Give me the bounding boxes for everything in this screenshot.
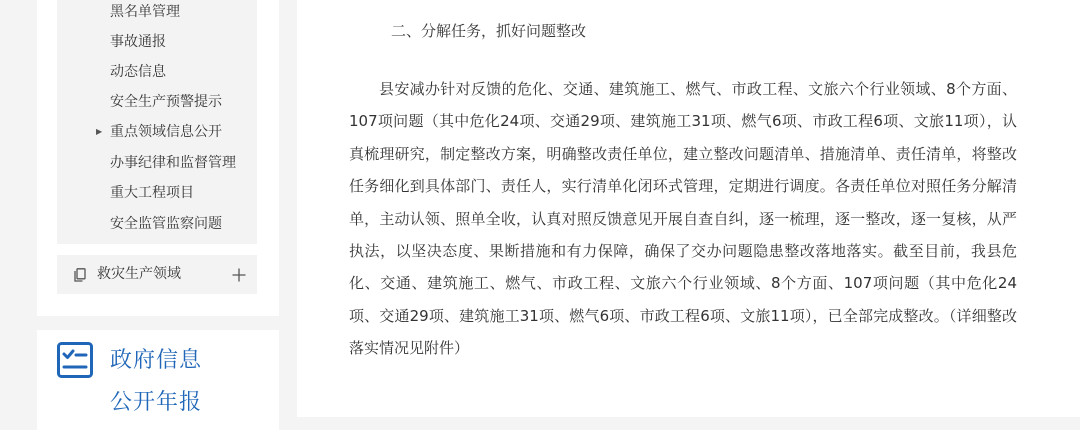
submenu-item-blacklist[interactable] bbox=[57, 0, 257, 27]
caret-right-icon: ▶ bbox=[96, 127, 103, 136]
submenu-item-safety-warning[interactable] bbox=[57, 87, 257, 117]
article-paragraph: 县安减办针对反馈的危化、交通、建筑施工、燃气、市政工程、文旅六个行业领域、8个方面、107项问题（其中危化24项、交通29项、建筑施工31项、燃气6项、市政工程6项、文旅11项），认真梳理研究，制定整改方案，明确整改责任单位，建立整改问题清单、措施清单、责任清单，将整改任务细化到具体部门、责任人，实行清单化闭环式管理，定期进行调度。各责任单位对照任务分解清单，主动认领、照单全收，认真对照反馈意见开展自查自纠，逐一梳理，逐一整改，逐一复核，从严执法，以坚决态度、果断措施和有力保障，确保了交办问题隐患整改落地落实。截至目前，我县危化、交通、建筑施工、燃气、市政工程、文旅六个行业领域、8个方面、107项问题（其中危化24项、交通29项、建筑施工31项、燃气6项、市政工程6项、文旅11项），已全部完成整改。（详细整改落实情况见附件） bbox=[349, 80, 1017, 358]
report-icon bbox=[57, 342, 93, 382]
submenu-item-supervision-issues[interactable] bbox=[57, 209, 257, 239]
sidebar-panel bbox=[37, 0, 279, 316]
submenu-item-label: 黑名单管理 bbox=[110, 4, 180, 20]
submenu-item-major-projects[interactable] bbox=[57, 178, 257, 208]
submenu-item-label: 重大工程项目 bbox=[110, 185, 194, 201]
submenu-item-label: 事故通报 bbox=[110, 34, 166, 50]
submenu-item-label: 重点领域信息公开 bbox=[110, 124, 222, 140]
submenu-item-label: 动态信息 bbox=[110, 64, 166, 80]
submenu-item-discipline[interactable] bbox=[57, 148, 257, 178]
document-icon bbox=[74, 267, 87, 286]
submenu-item-news[interactable] bbox=[57, 57, 257, 87]
section-heading: 二、分解任务，抓好问题整改 bbox=[391, 22, 587, 40]
sidebar-section-disaster-relief[interactable] bbox=[57, 255, 257, 294]
annual-report-card[interactable] bbox=[37, 330, 279, 430]
submenu-item-label: 安全监管监察问题 bbox=[110, 216, 222, 232]
article-content bbox=[297, 0, 1080, 417]
submenu-item-key-areas[interactable] bbox=[57, 117, 257, 147]
annual-report-title bbox=[110, 340, 230, 424]
submenu-item-label: 安全生产预警提示 bbox=[110, 94, 222, 110]
section-label: 救灾生产领域 bbox=[97, 266, 181, 282]
annual-report-line1: 政府信息 bbox=[110, 348, 203, 373]
submenu bbox=[57, 0, 257, 244]
plus-icon[interactable] bbox=[232, 267, 246, 286]
submenu-item-accident-report[interactable] bbox=[57, 27, 257, 57]
annual-report-line2: 公开年报 bbox=[110, 390, 203, 415]
submenu-item-label: 办事纪律和监督管理 bbox=[110, 155, 236, 171]
